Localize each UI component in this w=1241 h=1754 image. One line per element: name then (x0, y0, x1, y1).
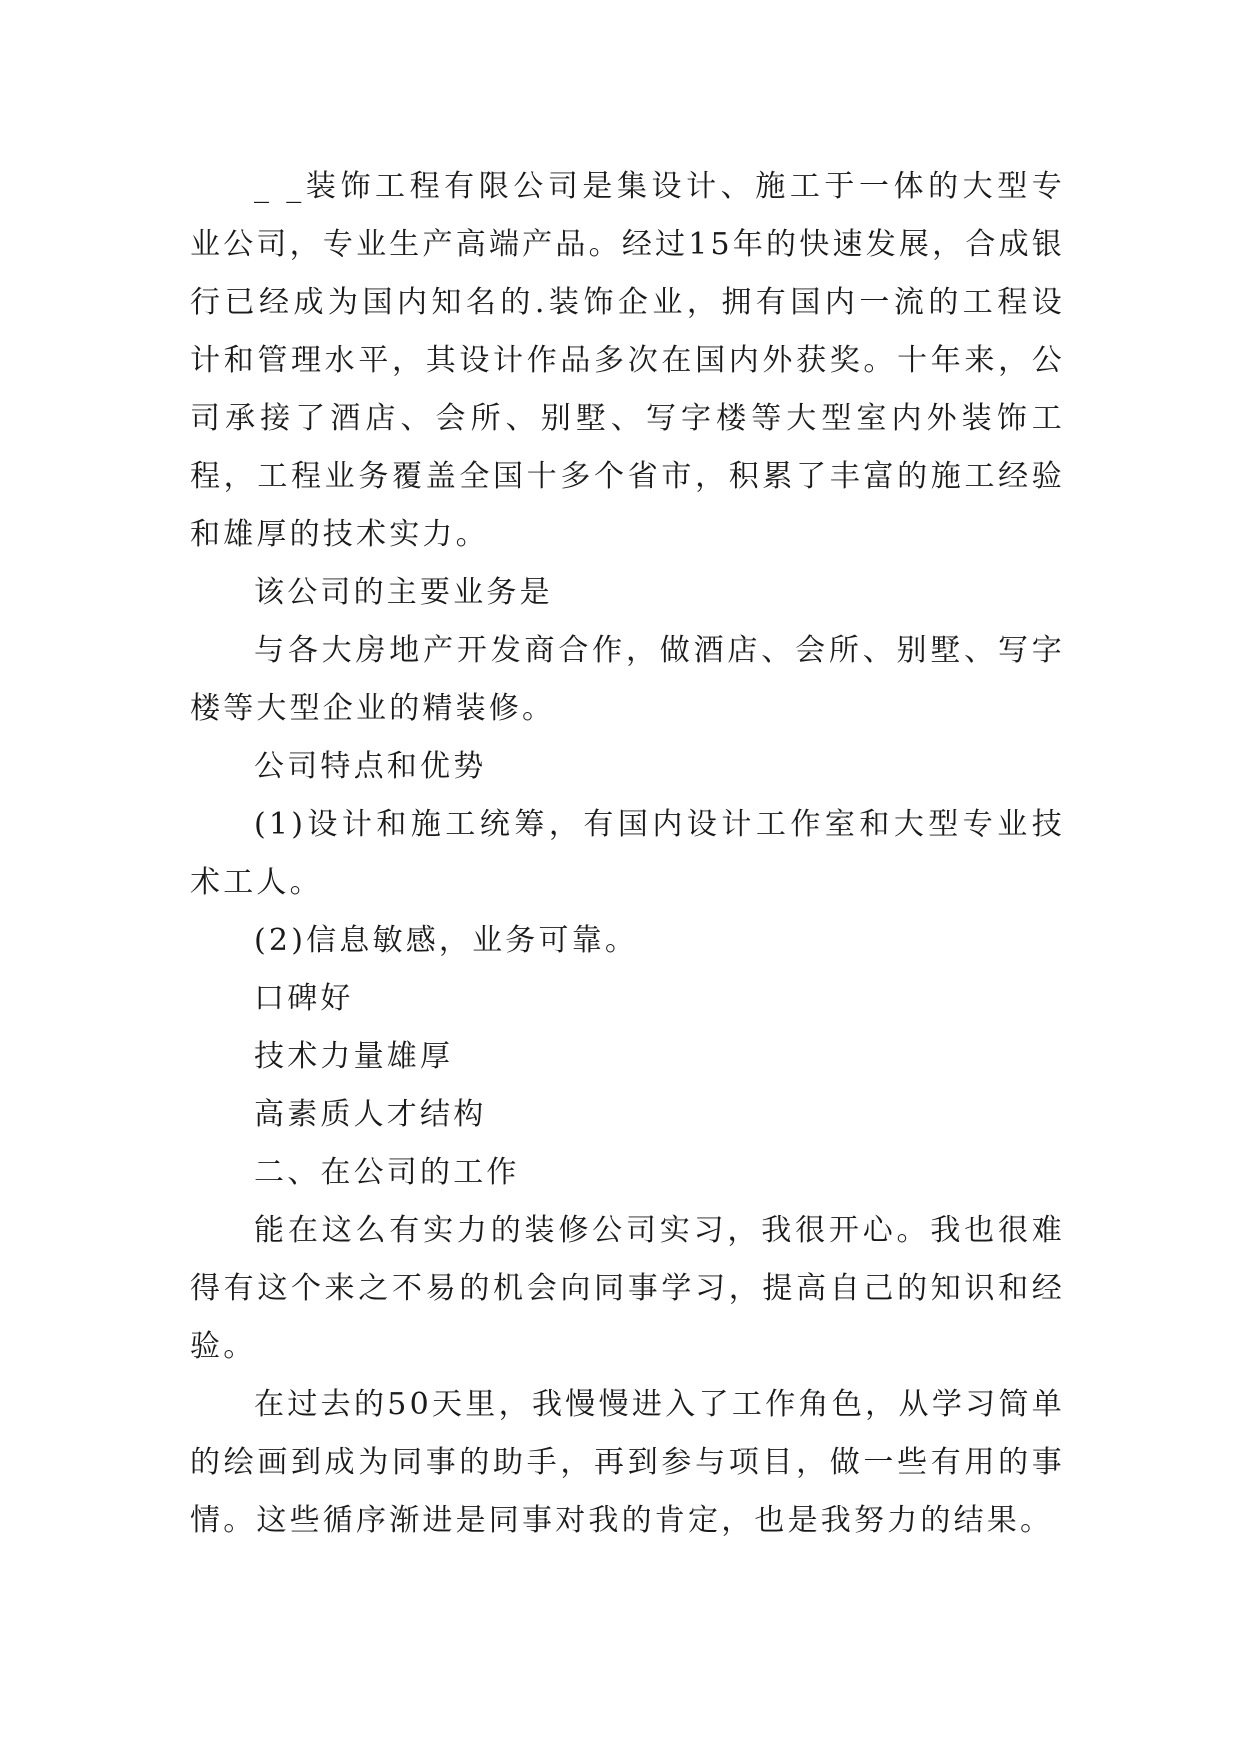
feature-item-2: (2)信息敏感，业务可靠。 (254, 923, 639, 958)
company-intro-paragraph: _ _装饰工程有限公司是集设计、施工于一体的大型专业公司，专业生产高端产品。经过15年的快速发展，合成银行已经成为国内知名的.装饰企业，拥有国内一流的工程设计和管理水平，其设计作品多次在国内外获奖。十年来，公司承接了酒店、会所、别墅、写字楼等大型室内外装饰工程，工程业务覆盖全国十多个省市，积累了丰富的施工经验和雄厚的技术实力。 (190, 169, 1065, 552)
feature-item-1: (1)设计和施工统筹，有国内设计工作室和大型专业技术工人。 (190, 807, 1065, 900)
document-body (190, 158, 1065, 1550)
main-business-heading: 该公司的主要业务是 (254, 575, 553, 610)
feature-item-talent: 高素质人才结构 (254, 1097, 487, 1132)
internship-paragraph: 能在这么有实力的装修公司实习，我很开心。我也很难得有这个来之不易的机会向同事学习，提高自己的知识和经验。 (190, 1213, 1065, 1364)
feature-item-reputation: 口碑好 (254, 981, 354, 1016)
feature-item-technology: 技术力量雄厚 (254, 1039, 454, 1074)
progress-paragraph: 在过去的50天里，我慢慢进入了工作角色，从学习简单的绘画到成为同事的助手，再到参与项目，做一些有用的事情。这些循序渐进是同事对我的肯定，也是我努力的结果。 (190, 1387, 1065, 1538)
section-heading-work: 二、在公司的工作 (254, 1155, 520, 1190)
main-business-paragraph: 与各大房地产开发商合作，做酒店、会所、别墅、写字楼等大型企业的精装修。 (190, 633, 1065, 726)
features-heading: 公司特点和优势 (254, 749, 487, 784)
